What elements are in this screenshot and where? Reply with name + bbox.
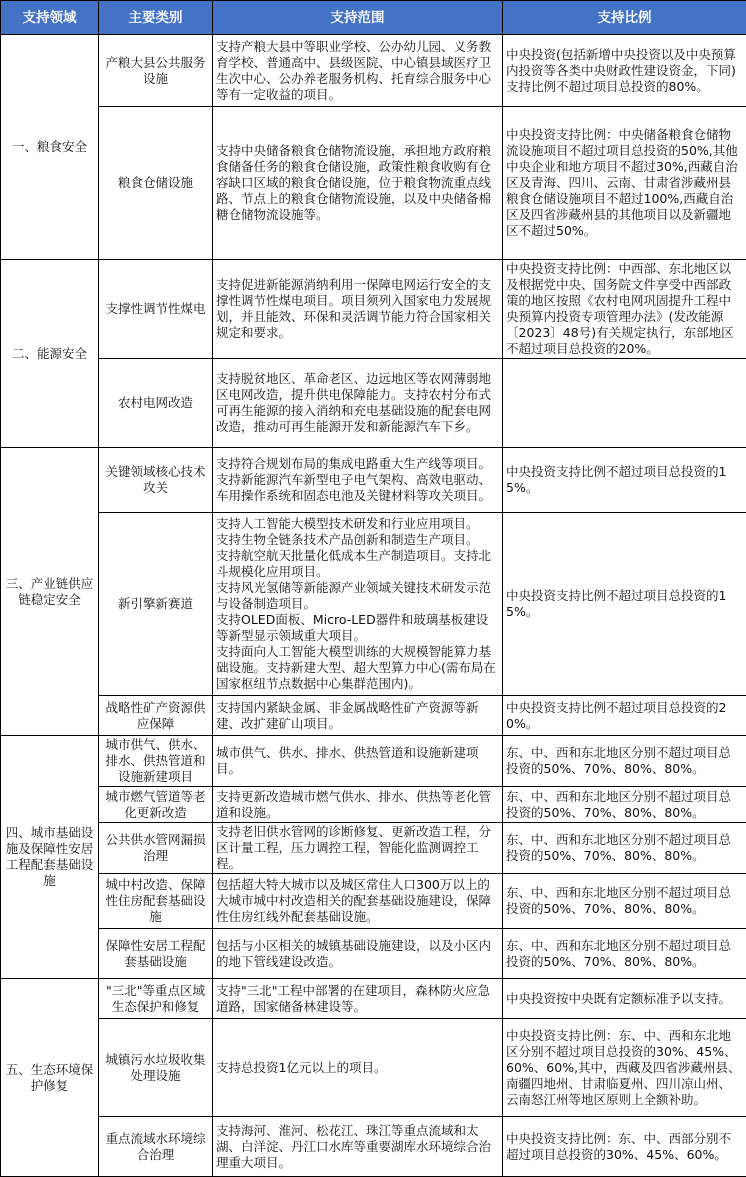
scope-cell: 支持符合规划布局的集成电路重大生产线等项目。支持新能源汽车新型电子电气架构、高效电驱动、车用操作系统和固态电池及关键材料等攻关项目。 [213, 448, 503, 513]
category-cell: 城镇污水垃圾收集处理设施 [99, 1019, 213, 1117]
category-cell: 战略性矿产资源供应保障 [99, 696, 213, 736]
table-row [1, 35, 746, 107]
ratio-cell: 东、中、西和东北地区分别不超过项目总投资的50%、70%、80%、80%。 [503, 874, 746, 929]
header-row [1, 1, 746, 35]
category-cell: 城市燃气管道等老化更新改造 [99, 787, 213, 823]
table-row [1, 107, 746, 260]
table-row [1, 874, 746, 929]
table-row [1, 513, 746, 696]
domain-cell: 二、能源安全 [1, 260, 99, 448]
scope-cell: 支持国内紧缺金属、非金属战略性矿产资源等新建、改扩建矿山项目。 [213, 696, 503, 736]
category-cell: 粮食仓储设施 [99, 107, 213, 260]
category-cell: 关键领域核心技术攻关 [99, 448, 213, 513]
table-row [1, 929, 746, 979]
scope-cell: 支持产粮大县中等职业学校、公办幼儿园、义务教育学校、普通高中、县级医院、中心镇县域医疗卫生次中心、公办养老服务机构、托育综合服务中心等有一定收益的项目。 [213, 35, 503, 107]
table-row [1, 979, 746, 1019]
table-row [1, 448, 746, 513]
category-cell: 公共供水管网漏损治理 [99, 823, 213, 874]
table-row [1, 823, 746, 874]
ratio-cell: 中央投资支持比例：东、中、西部分别不超过项目总投资的30%、45%、60%。 [503, 1117, 746, 1177]
scope-cell: 支持总投资1亿元以上的项目。 [213, 1019, 503, 1117]
domain-cell: 五、生态环境保护修复 [1, 979, 99, 1177]
domain-cell: 一、粮食安全 [1, 35, 99, 260]
scope-cell: 支持海河、淮河、松花江、珠江等重点流域和太湖、白洋淀、丹江口水库等重要湖库水环境综合治理重大项目。 [213, 1117, 503, 1177]
ratio-cell: 东、中、西和东北地区分别不超过项目总投资的50%、70%、80%、80%。 [503, 823, 746, 874]
category-cell: 支撑性调节性煤电 [99, 260, 213, 359]
table-body [1, 35, 746, 1177]
scope-cell: 支持"三北"工程中部署的在建项目，森林防火应急道路，国家储备林建设等。 [213, 979, 503, 1019]
ratio-cell: 中央投资支持比例不超过项目总投资的20%。 [503, 696, 746, 736]
scope-cell: 支持中央储备粮食仓储物流设施，承担地方政府粮食储备任务的粮食仓储设施，政策性粮食收购有仓容缺口区域的粮食仓储设施，位于粮食物流重点线路、节点上的粮食仓储物流设施，以及中央储备棉糖仓储物流设施等。 [213, 107, 503, 260]
category-cell: 城市供气、供水、排水、供热管道和设施新建项目 [99, 736, 213, 787]
category-cell: "三北"等重点区域生态保护和修复 [99, 979, 213, 1019]
header-scope: 支持范围 [213, 1, 503, 35]
table-row [1, 736, 746, 787]
table-row [1, 359, 746, 448]
ratio-cell: 东、中、西和东北地区分别不超过项目总投资的50%、70%、80%、80%。 [503, 736, 746, 787]
ratio-cell: 中央投资支持比例：中西部、东北地区以及根据党中央、国务院文件享受中西部政策的地区按照《农村电网巩固提升工程中央预算内投资专项管理办法》(发改能源〔2023〕48号)有关规定执行，东部地区不超过项目总投资的20%。 [503, 260, 746, 359]
ratio-cell: 中央投资(包括新增中央投资以及中央预算内投资等各类中央财政性建设资金，下同)支持比例不超过项目总投资的80%。 [503, 35, 746, 107]
ratio-cell: 中央投资支持比例不超过项目总投资的15%。 [503, 513, 746, 696]
scope-cell: 城市供气、供水、排水、供热管道和设施新建项目。 [213, 736, 503, 787]
table-row [1, 1117, 746, 1177]
domain-cell: 三、产业链供应链稳定安全 [1, 448, 99, 736]
scope-cell: 支持促进新能源消纳利用一保障电网运行安全的支撑性调节性煤电项目。项目须列入国家电力发展规划，并且能效、环保和灵活调节能力符合国家相关规定和要求。 [213, 260, 503, 359]
ratio-cell: 中央投资支持比例：中央储备粮食仓储物流设施项目不超过项目总投资的50%,其他中央企业和地方项目不超过30%,西藏自治区及青海、四川、云南、甘肃省涉藏州县粮食仓储设施项目不超过100%,西藏自治区及四省涉藏州县的其他项目以及新疆地区不超过50%。 [503, 107, 746, 260]
scope-cell: 支持老旧供水管网的诊断修复、更新改造工程，分区计量工程，压力调控工程，智能化监测调控工程。 [213, 823, 503, 874]
scope-cell: 支持人工智能大模型技术研发和行业应用项目。 支持生物全链条技术产品创新和制造生产项目。 支持航空航天批量化低成本生产制造项目。支持北斗规模化应用项目。 支持风光氢储等新能源产业领域关键技术研发示范与设备制造项目。 支持OLED面板、Micro-LED器件和玻璃基板建设等新型显示领域重大项目。 支持面向人工智能大模型训练的大规模智能算力基础设施。支持新建大型、超大型算力中心(需布局在国家枢纽节点数据中心集群范围内)。 [213, 513, 503, 696]
scope-cell: 支持更新改造城市燃气供水、排水、供热等老化管道和设施。 [213, 787, 503, 823]
ratio-cell: 东、中、西和东北地区分别不超过项目总投资的50%、70%、80%、80%。 [503, 787, 746, 823]
ratio-cell [503, 359, 746, 448]
ratio-cell: 中央投资按中央既有定额标准予以支持。 [503, 979, 746, 1019]
category-cell: 城中村改造、保障性住房配套基础设施 [99, 874, 213, 929]
scope-cell: 包括与小区相关的城镇基础设施建设，以及小区内的地下管线建设改造。 [213, 929, 503, 979]
table-row [1, 787, 746, 823]
header-domain: 支持领域 [1, 1, 99, 35]
ratio-cell: 中央投资支持比例：东、中、西和东北地区分别不超过项目总投资的30%、45%、60%、60%,其中，西藏及四省涉藏州县、南疆四地州、甘肃临夏州、四川凉山州、云南怒江州等地区原则上全额补助。 [503, 1019, 746, 1117]
category-cell: 农村电网改造 [99, 359, 213, 448]
ratio-cell: 东、中、西和东北地区分别不超过项目总投资的50%、70%、80%、80%。 [503, 929, 746, 979]
scope-cell: 包括超大特大城市以及城区常住人口300万以上的大城市城中村改造相关的配套基础设施建设，保障性住房红线外配套基础设施。 [213, 874, 503, 929]
header-category: 主要类别 [99, 1, 213, 35]
category-cell: 重点流域水环境综合治理 [99, 1117, 213, 1177]
category-cell: 保障性安居工程配套基础设施 [99, 929, 213, 979]
scope-cell: 支持脱贫地区、革命老区、边远地区等农网薄弱地区电网改造，提升供电保障能力。支持农村分布式可再生能源的接入消纳和充电基础设施的配套电网改造，推动可再生能源开发和新能源汽车下乡。 [213, 359, 503, 448]
domain-cell: 四、城市基础设施及保障性安居工程配套基础设施 [1, 736, 99, 979]
table-row [1, 260, 746, 359]
table-row [1, 696, 746, 736]
table-row [1, 1019, 746, 1117]
category-cell: 新引擎新赛道 [99, 513, 213, 696]
category-cell: 产粮大县公共服务设施 [99, 35, 213, 107]
header-ratio: 支持比例 [503, 1, 746, 35]
ratio-cell: 中央投资支持比例不超过项目总投资的15%。 [503, 448, 746, 513]
